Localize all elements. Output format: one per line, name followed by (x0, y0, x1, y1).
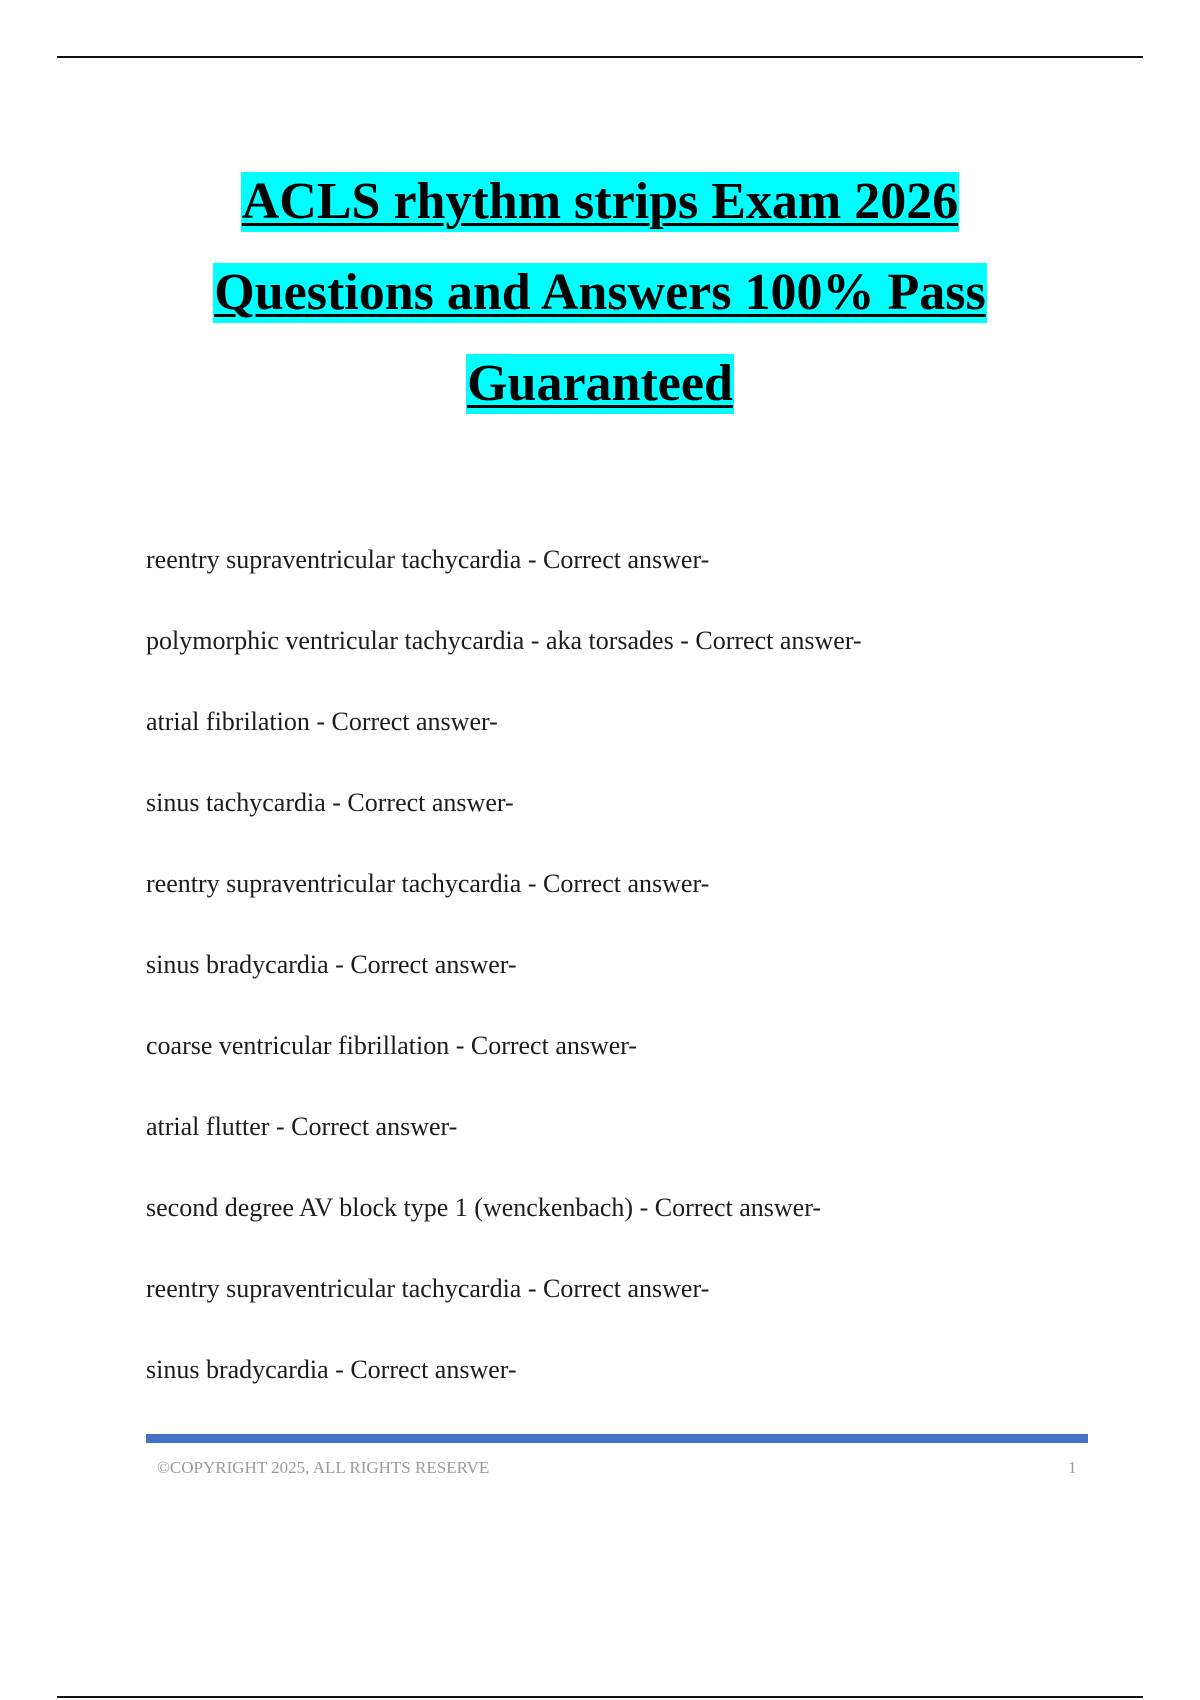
list-item (146, 619, 1096, 700)
question-text: reentry supraventricular tachycardia (146, 1274, 522, 1303)
answer-label: - Correct answer- (449, 1031, 638, 1060)
list-item (146, 538, 1096, 619)
question-text: reentry supraventricular tachycardia (146, 869, 522, 898)
question-text: reentry supraventricular tachycardia (146, 545, 522, 574)
list-item (146, 781, 1096, 862)
answer-label: - Correct answer- (309, 707, 498, 736)
question-text: polymorphic ventricular tachycardia - aka torsades (146, 626, 674, 655)
title-line-1-text: ACLS rhythm strips Exam 2026 (241, 173, 959, 230)
list-item (146, 1024, 1096, 1105)
title-line-1 (0, 168, 1200, 259)
question-text: second degree AV block type 1 (wenckenbach) (146, 1193, 634, 1222)
question-answer-list (146, 538, 1096, 1429)
answer-label: - Correct answer- (673, 626, 862, 655)
title-line-2-text: Questions and Answers 100% Pass (214, 264, 986, 321)
list-item (146, 1267, 1096, 1348)
question-text: atrial flutter (146, 1112, 270, 1141)
footer-divider (146, 1434, 1088, 1443)
answer-label: - Correct answer- (325, 788, 514, 817)
list-item (146, 943, 1096, 1024)
page-number: 1 (1068, 1458, 1077, 1477)
answer-label: - Correct answer- (269, 1112, 458, 1141)
title-line-3 (0, 350, 1200, 441)
title-line-3-text: Guaranteed (467, 355, 733, 412)
question-text: sinus bradycardia (146, 1355, 329, 1384)
answer-label: - Correct answer- (328, 1355, 517, 1384)
answer-label: - Correct answer- (521, 1274, 710, 1303)
answer-label: - Correct answer- (633, 1193, 821, 1222)
bottom-rule (57, 1696, 1143, 1698)
top-rule (57, 56, 1143, 58)
document-title (0, 168, 1200, 441)
list-item (146, 1105, 1096, 1186)
question-text: sinus tachycardia (146, 788, 326, 817)
question-text: sinus bradycardia (146, 950, 329, 979)
answer-label: - Correct answer- (328, 950, 517, 979)
answer-label: - Correct answer- (521, 545, 710, 574)
question-text: atrial fibrilation (146, 707, 310, 736)
list-item (146, 1348, 1096, 1429)
title-line-2 (0, 259, 1200, 350)
list-item (146, 1186, 1096, 1267)
list-item (146, 862, 1096, 943)
list-item (146, 700, 1096, 781)
footer-copyright: ©COPYRIGHT 2025, ALL RIGHTS RESERVE (157, 1458, 490, 1477)
question-text: coarse ventricular fibrillation (146, 1031, 450, 1060)
answer-label: - Correct answer- (521, 869, 710, 898)
